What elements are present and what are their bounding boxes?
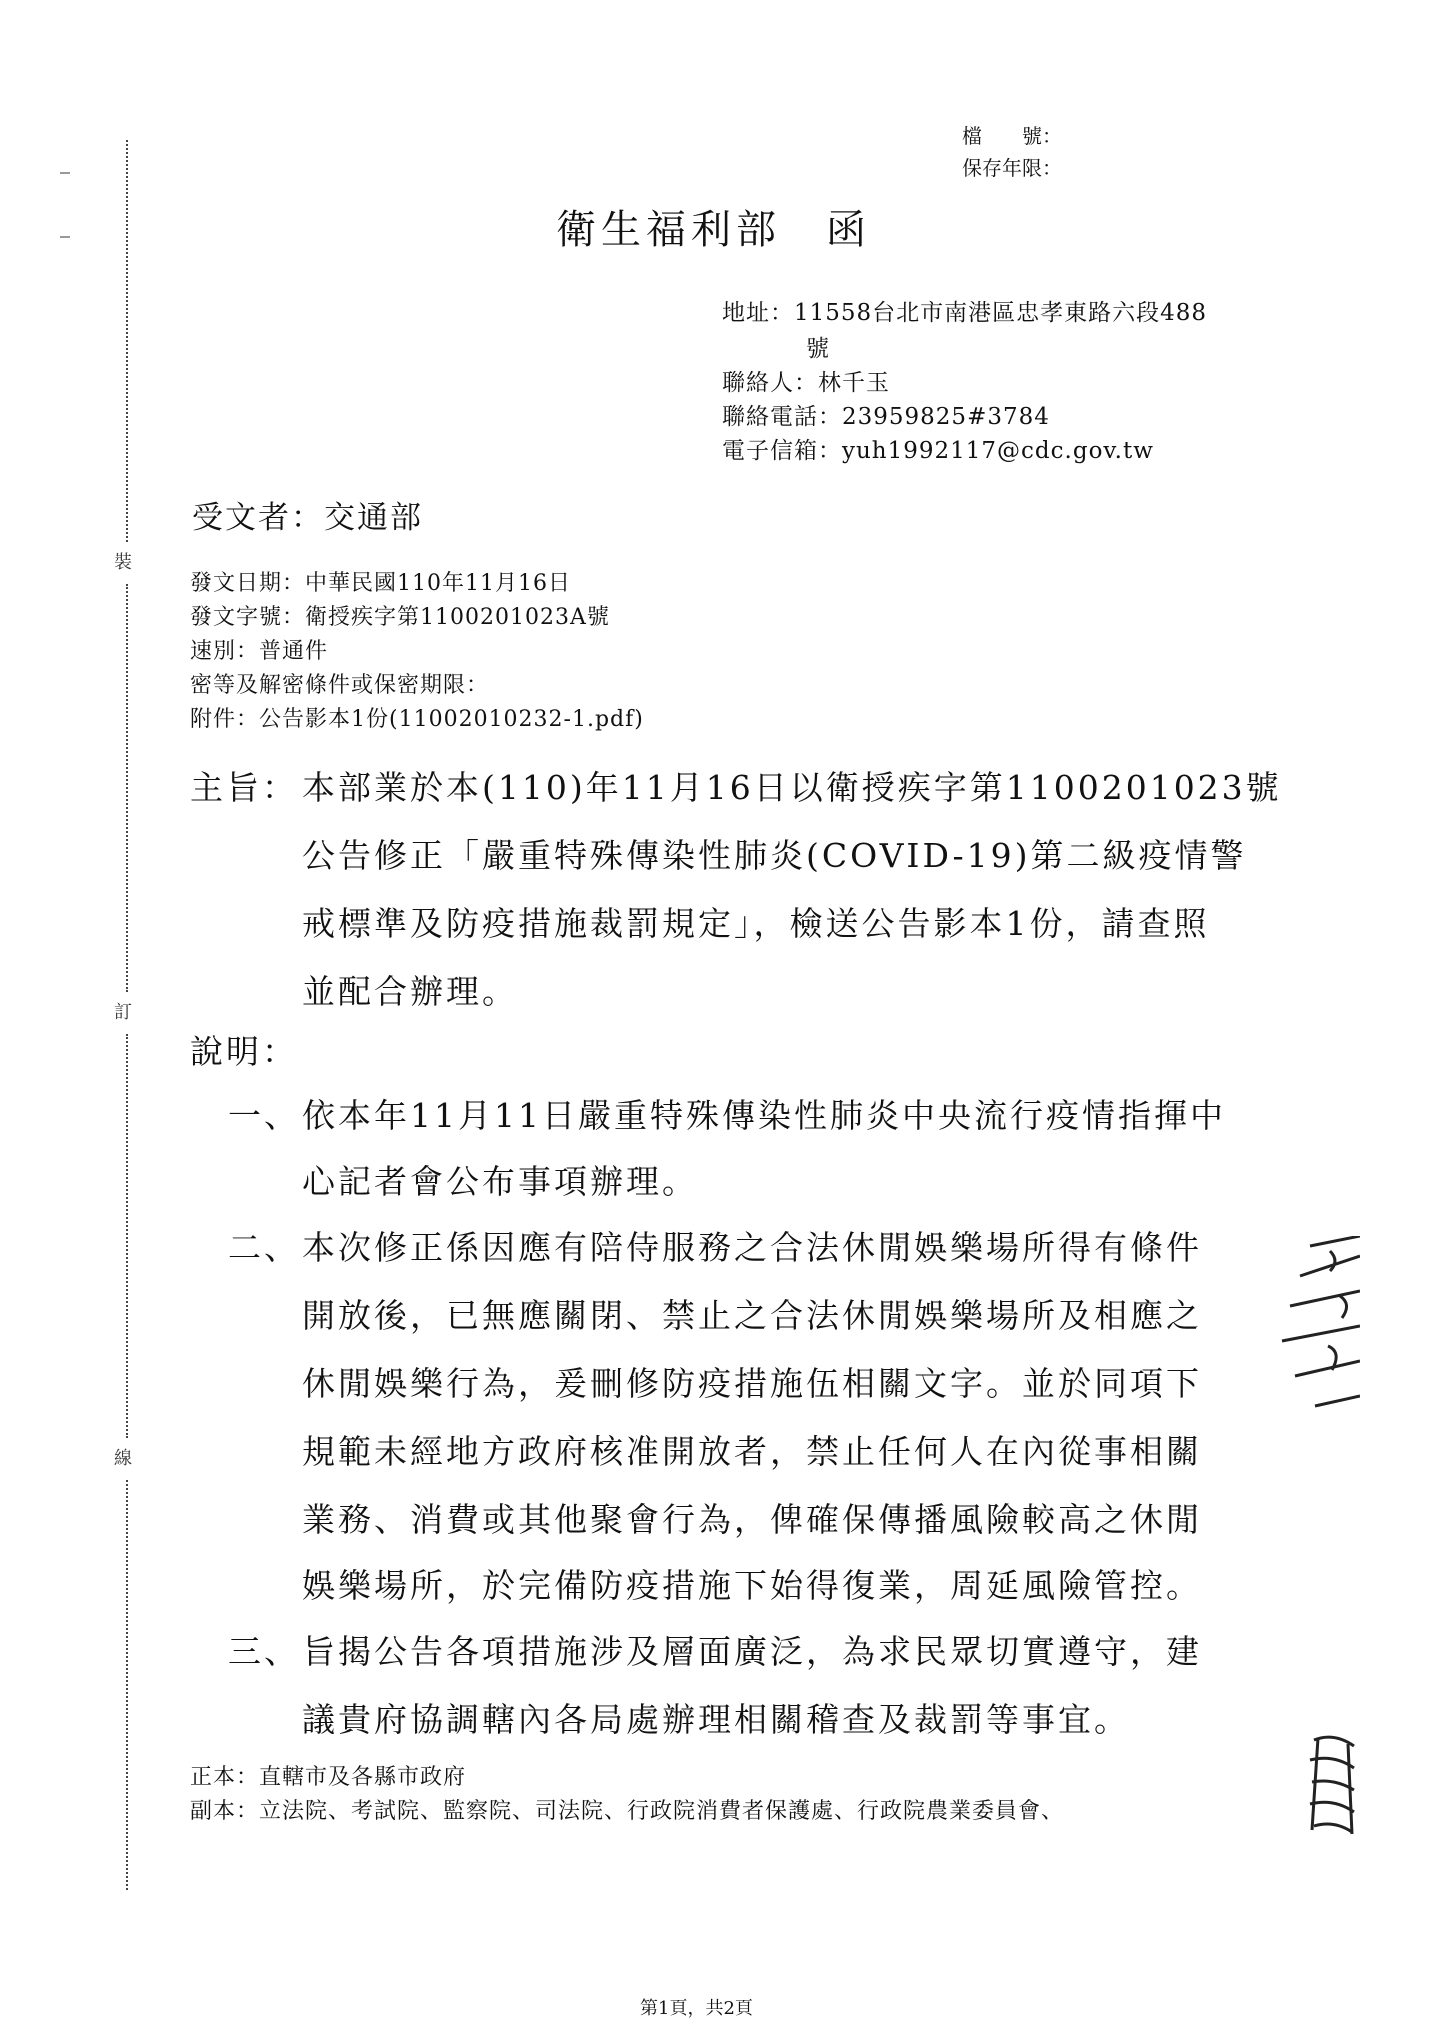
- address-line: 地址：11558台北市南港區忠孝東路六段488: [722, 300, 1208, 326]
- contact-person: 聯絡人：林千玉: [722, 370, 890, 396]
- scan-speck: [60, 172, 70, 174]
- delivery-speed: 速別：普通件: [190, 639, 329, 664]
- explanation-item-line: 娛樂場所，於完備防疫措施下始得復業，周延風險管控。: [302, 1566, 1202, 1605]
- binding-mark-ding: 訂: [114, 1002, 132, 1023]
- subject-line: 並配合辦理。: [302, 972, 518, 1011]
- copy-recipients: 副本：立法院、考試院、監察院、司法院、行政院消費者保護處、行政院農業委員會、: [190, 1799, 1065, 1824]
- explanation-item-number: 一、: [228, 1096, 300, 1135]
- document-title: 衛生福利部 函: [556, 207, 871, 253]
- subject-label: 主旨：: [190, 768, 298, 807]
- contact-email: 電子信箱：yuh1992117@cdc.gov.tw: [722, 438, 1154, 464]
- explanation-item-line: 開放後，已無應關閉、禁止之合法休閒娛樂場所及相應之: [302, 1296, 1202, 1335]
- contact-phone: 聯絡電話：23959825#3784: [722, 404, 1050, 430]
- explanation-item-line: 旨揭公告各項措施涉及層面廣泛，為求民眾切實遵守，建: [302, 1632, 1202, 1671]
- subject-line: 戒標準及防疫措施裁罰規定」，檢送公告影本1份，請查照: [302, 904, 1210, 943]
- seal-stamp-icon: [1270, 1236, 1360, 1416]
- attachment: 附件：公告影本1份(11002010232-1.pdf): [190, 707, 644, 732]
- binding-line-bottom: [126, 1480, 128, 1890]
- secrecy-level: 密等及解密條件或保密期限：: [190, 673, 490, 698]
- address-line-continued: 號: [806, 336, 830, 362]
- scan-speck: [60, 236, 70, 238]
- page-number: 第1頁，共2頁: [640, 1998, 753, 2019]
- explanation-item-number: 二、: [228, 1228, 300, 1267]
- archive-number-label: 檔 號：: [962, 124, 1062, 148]
- document-number: 發文字號：衛授疾字第1100201023A號: [190, 605, 610, 630]
- binding-line-top: [126, 140, 128, 542]
- explanation-item-line: 心記者會公布事項辦理。: [302, 1162, 698, 1201]
- subject-line: 本部業於本(110)年11月16日以衛授疾字第1100201023號: [302, 768, 1282, 807]
- explanation-item-line: 業務、消費或其他聚會行為，俾確保傳播風險較高之休閒: [302, 1500, 1202, 1539]
- original-recipients: 正本：直轄市及各縣市政府: [190, 1765, 467, 1790]
- recipient: 受文者：交通部: [192, 500, 423, 536]
- binding-line-mid1: [126, 584, 128, 992]
- explanation-item-line: 依本年11月11日嚴重特殊傳染性肺炎中央流行疫情指揮中: [302, 1096, 1226, 1135]
- binding-mark-xian: 線: [114, 1448, 132, 1469]
- explanation-label: 說明：: [190, 1032, 298, 1071]
- explanation-item-line: 議貴府協調轄內各局處辦理相關稽查及裁罰等事宜。: [302, 1700, 1130, 1739]
- subject-line: 公告修正「嚴重特殊傳染性肺炎(COVID-19)第二級疫情警: [302, 836, 1247, 875]
- explanation-item-line: 規範未經地方政府核准開放者，禁止任何人在內從事相關: [302, 1432, 1202, 1471]
- binding-mark-zhuang: 裝: [114, 552, 132, 573]
- seam-stamp-icon: [1304, 1730, 1360, 1840]
- binding-line-mid2: [126, 1034, 128, 1438]
- issue-date: 發文日期：中華民國110年11月16日: [190, 571, 571, 596]
- retention-period-label: 保存年限：: [962, 156, 1062, 180]
- explanation-item-line: 本次修正係因應有陪侍服務之合法休閒娛樂場所得有條件: [302, 1228, 1202, 1267]
- explanation-item-number: 三、: [228, 1632, 300, 1671]
- explanation-item-line: 休閒娛樂行為，爰刪修防疫措施伍相關文字。並於同項下: [302, 1364, 1202, 1403]
